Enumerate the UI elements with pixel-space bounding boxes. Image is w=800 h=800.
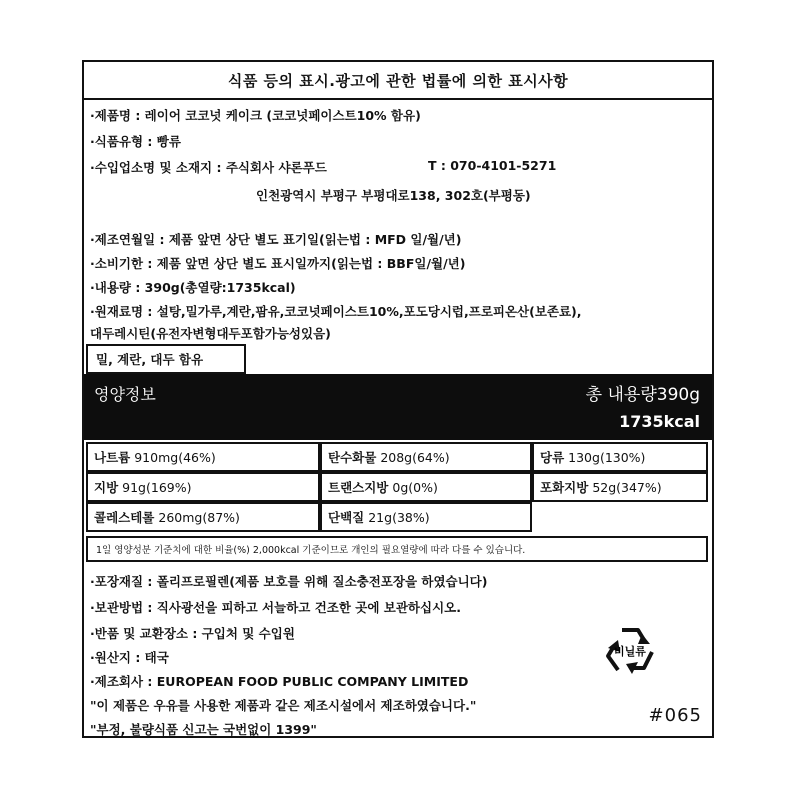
nutrition-total-kcal: 1735kcal [619,412,700,431]
food-label [82,60,714,738]
nutrient-name: 단백질 [328,510,365,525]
importer-row: ·수입업소명 및 소재지 : 주식회사 샤론푸드 [90,160,327,175]
manufacturer-row: ·제조회사 : EUROPEAN FOOD PUBLIC COMPANY LIMITED [90,674,469,689]
content-row: ·내용량 : 390g(총열량:1735kcal) [90,280,296,295]
label-title: 식품 등의 표시.광고에 관한 법률에 의한 표시사항 [84,62,712,100]
nutrient-value: 208g(64%) [380,449,450,465]
nutrient-name: 탄수화물 [328,450,377,465]
nutrient-name: 당류 [540,450,565,465]
nutrient-value: 91g(169%) [122,479,192,495]
origin-row: ·원산지 : 태국 [90,650,169,665]
nutrient-cell [320,442,532,472]
nutrient-value: 260mg(87%) [158,509,240,525]
recycle-label: 비닐류 [614,645,646,658]
facility-row: "이 제품은 우유를 사용한 제품과 같은 제조시설에서 제조하였습니다." [90,698,477,713]
nutrient-value: 0g(0%) [392,479,438,495]
nutrient-name: 포화지방 [540,480,589,495]
ingredients-row-1: ·원재료명 : 설탕,밀가루,계란,팜유,코코넛페이스트10%,포도당시럽,프로피온산(보존료), [90,304,582,319]
packaging-row: ·포장재질 : 폴리프로필렌(제품 보호를 위해 질소충전포장을 하였습니다) [90,574,488,589]
nutrient-name: 나트륨 [94,450,131,465]
storage-row: ·보관방법 : 직사광선을 피하고 서늘하고 건조한 곳에 보관하십시오. [90,600,461,615]
nutrient-value: 21g(38%) [368,509,430,525]
importer-address: 인천광역시 부평구 부평대로138, 302호(부평동) [256,188,531,203]
importer-phone: T : 070-4101-5271 [428,158,557,173]
nutrient-value: 130g(130%) [568,449,646,465]
nutrient-cell [320,502,532,532]
recycle-icon [598,618,662,682]
allergy-box: 밀, 계란, 대두 함유 [86,344,246,374]
nutrition-header [84,374,712,440]
report-row: "부정, 불량식품 신고는 국번없이 1399" [90,722,317,737]
nutrient-name: 지방 [94,480,119,495]
product-name-row: ·제품명 : 레이어 코코넛 케이크 (코코넛페이스트10% 함유) [90,108,421,123]
returns-row: ·반품 및 교환장소 : 구입처 및 수입원 [90,626,295,641]
nutrient-cell [86,472,320,502]
nutrient-value: 910mg(46%) [134,449,216,465]
nutrient-name: 트랜스지방 [328,480,389,495]
nutrient-name: 콜레스테롤 [94,510,155,525]
ingredients-row-2: 대두레시틴(유전자변형대두포함가능성있음) [90,326,331,341]
nutrient-cell [532,472,708,502]
nutrition-total-content: 총 내용량390g [585,385,700,405]
nutrient-value: 52g(347%) [592,479,662,495]
nutrient-cell [86,442,320,472]
nutrient-cell [532,442,708,472]
mfd-row: ·제조연월일 : 제품 앞면 상단 별도 표기일(읽는법 : MFD 일/월/년) [90,232,462,247]
nutrition-note: 1일 영양성분 기준치에 대한 비율(%) 2,000kcal 기준이므로 개인의 필요열량에 따라 다를 수 있습니다. [86,536,708,562]
nutrient-cell [86,502,320,532]
nutrient-cell [320,472,532,502]
label-code: #065 [648,705,702,726]
nutrition-title: 영양정보 [94,385,156,404]
food-type-row: ·식품유형 : 빵류 [90,134,181,149]
expiry-row: ·소비기한 : 제품 앞면 상단 별도 표시일까지(읽는법 : BBF일/월/년) [90,256,466,271]
